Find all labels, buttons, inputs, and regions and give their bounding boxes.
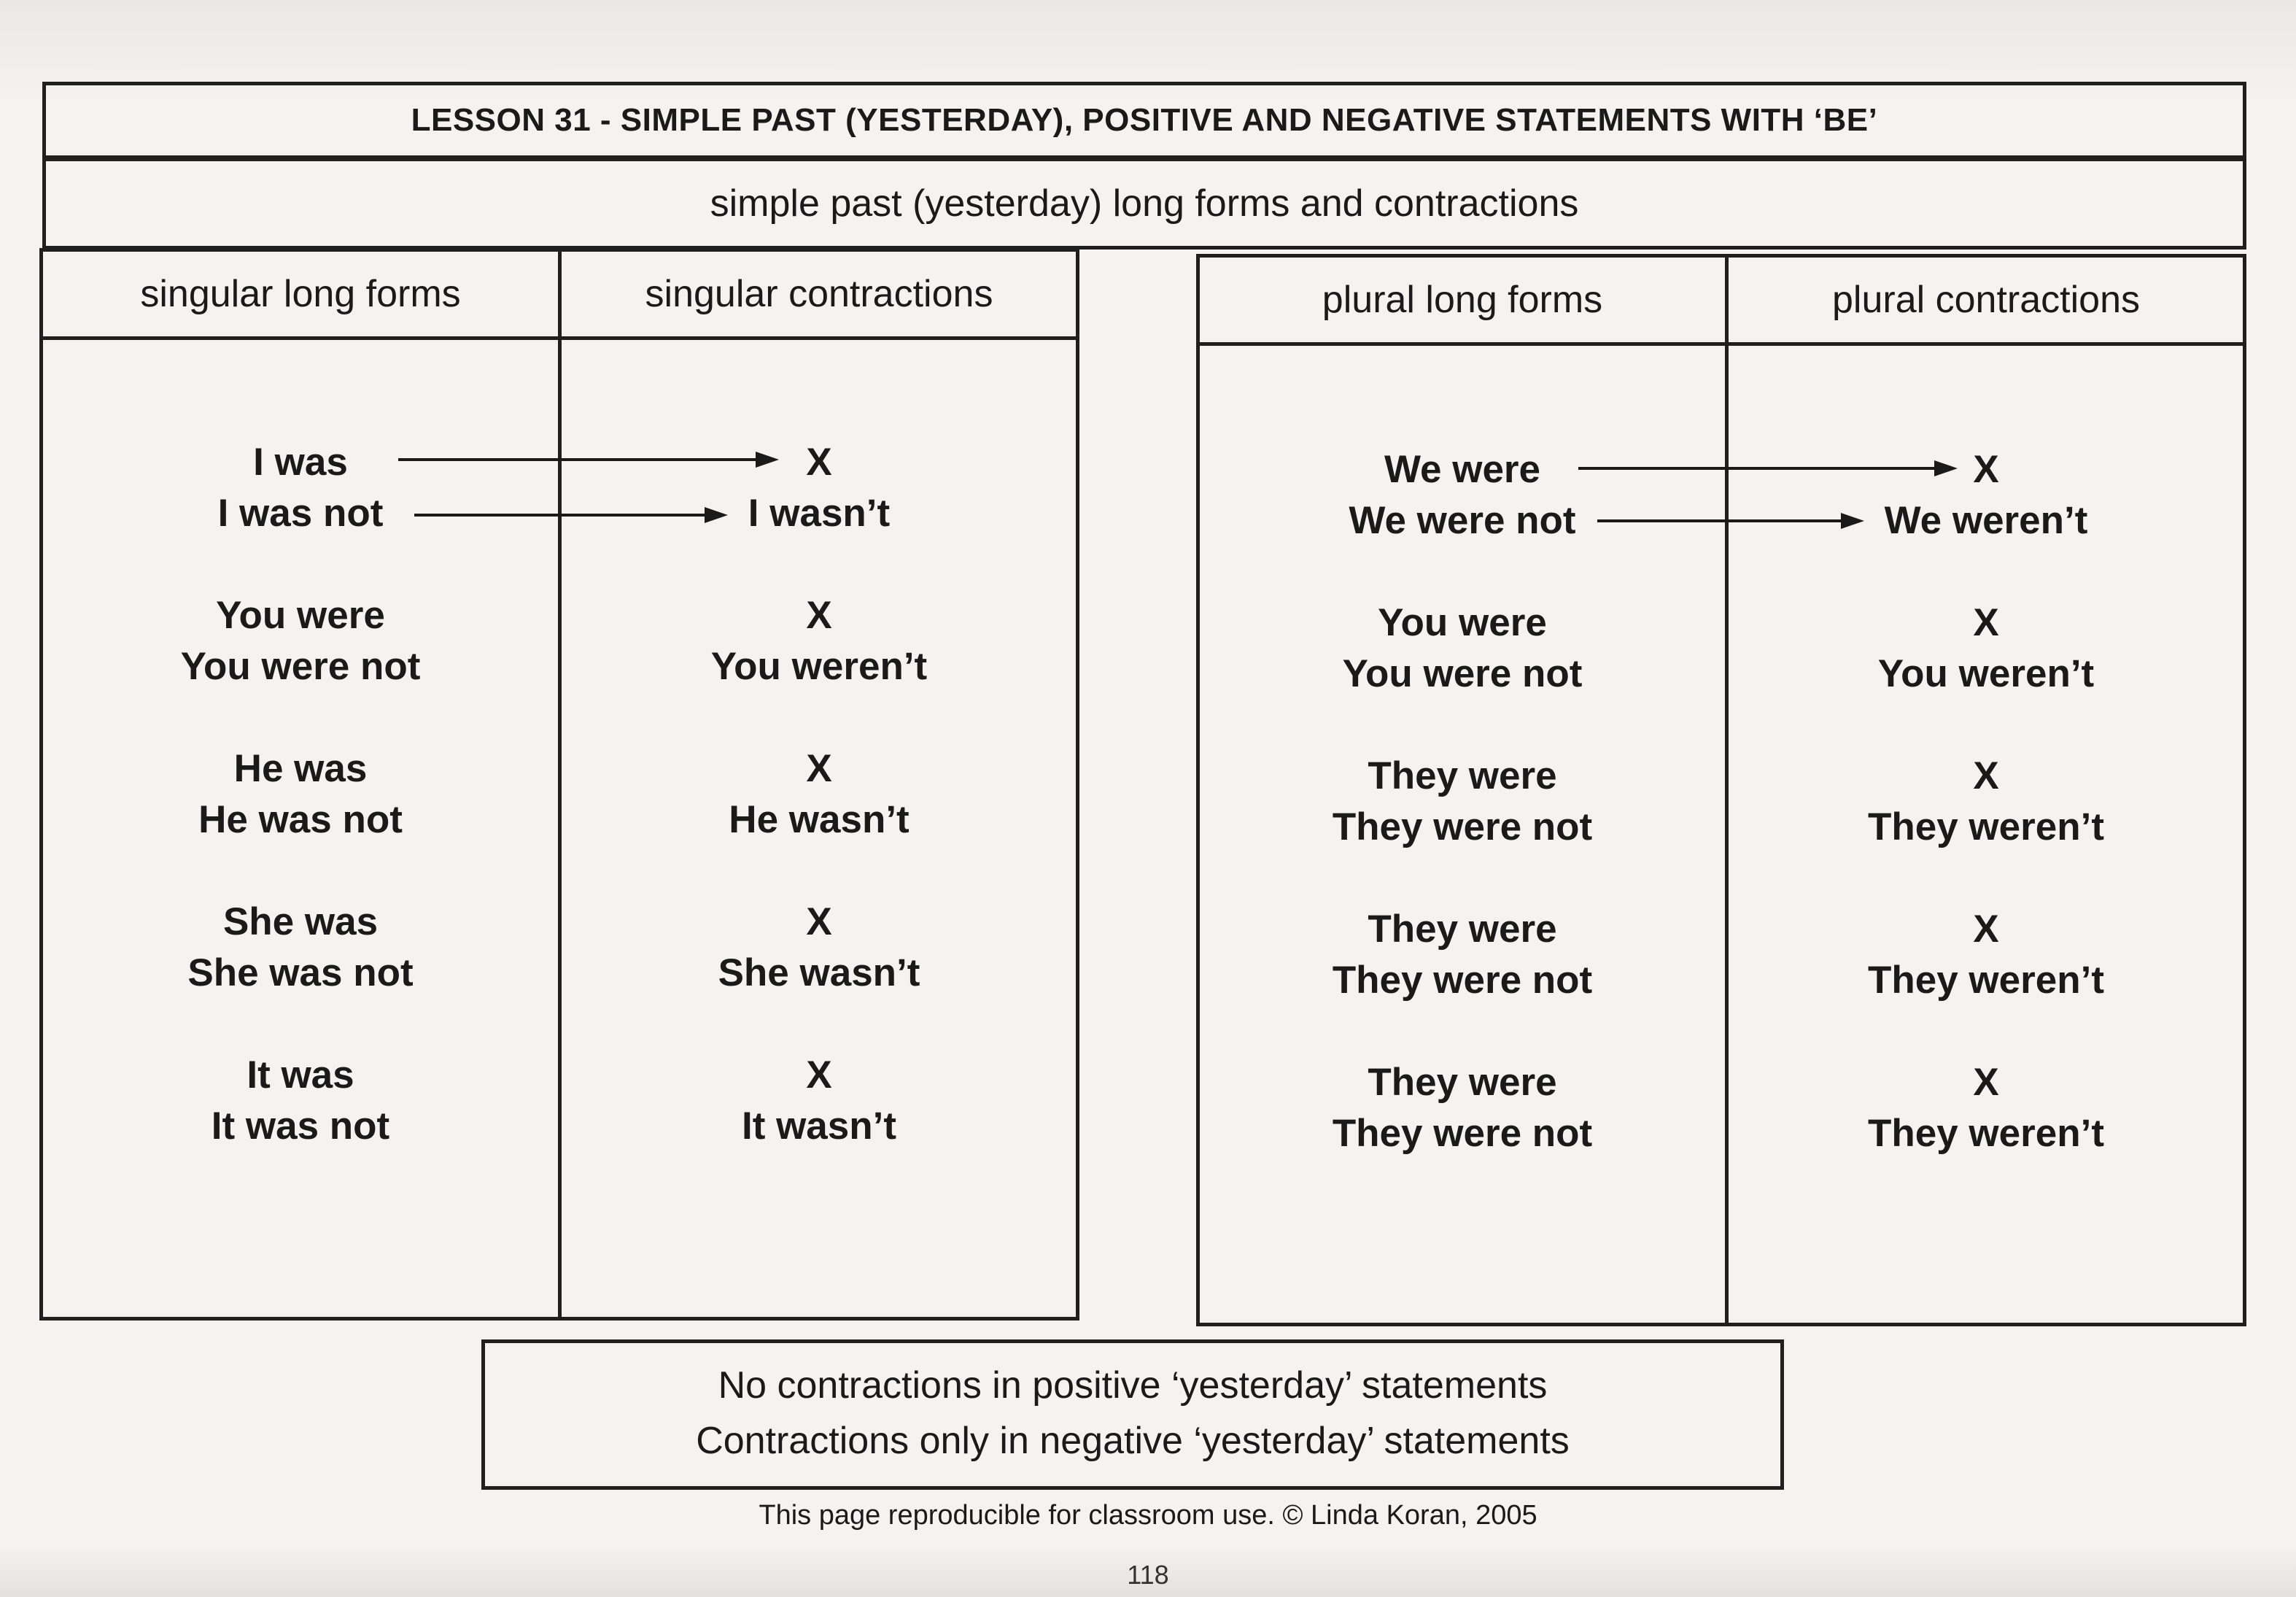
singular-long-you: You were You were not xyxy=(180,594,421,688)
note-text xyxy=(485,1358,1780,1469)
plural-contr-we: X We weren’t xyxy=(1884,448,2088,542)
plural-contr-they-3: X They weren’t xyxy=(1868,1061,2104,1155)
lesson-title: LESSON 31 - SIMPLE PAST (YESTERDAY), POSITIVE AND NEGATIVE STATEMENTS WITH ‘BE’ xyxy=(411,102,1878,138)
singular-contr-you: X You weren’t xyxy=(710,594,928,688)
singular-long-she: She was She was not xyxy=(187,900,414,994)
note-box xyxy=(481,1339,1784,1490)
plural-contr-they-1: X They weren’t xyxy=(1868,754,2104,848)
singular-header-rule xyxy=(43,336,1076,340)
header-plural-contractions: plural contractions xyxy=(1832,279,2140,321)
subtitle: simple past (yesterday) long forms and contractions xyxy=(710,182,1579,225)
singular-contr-i: X I wasn’t xyxy=(748,441,891,535)
header-singular-long-forms: singular long forms xyxy=(140,273,461,315)
plural-long-they-3: They were They were not xyxy=(1332,1061,1593,1155)
plural-long-we: We were We were not xyxy=(1349,448,1576,542)
singular-contr-he: X He wasn’t xyxy=(729,747,910,841)
singular-table xyxy=(39,248,1079,1320)
plural-long-they-1: They were They were not xyxy=(1332,754,1593,848)
header-plural-long-forms: plural long forms xyxy=(1322,279,1603,321)
singular-long-it: It was It was not xyxy=(211,1053,390,1148)
singular-contr-she: X She wasn’t xyxy=(718,900,920,994)
singular-long-he: He was He was not xyxy=(198,747,403,841)
plural-long-you: You were You were not xyxy=(1342,601,1583,695)
plural-table xyxy=(1196,254,2246,1326)
header-singular-contractions: singular contractions xyxy=(645,273,993,315)
copyright-footer: This page reproducible for classroom use. © Linda Koran, 2005 xyxy=(759,1500,1537,1531)
note-line-positive: No contractions in positive ‘yesterday’ statements xyxy=(718,1364,1548,1407)
plural-contr-you: X You weren’t xyxy=(1877,601,2095,695)
singular-long-i: I was I was not xyxy=(217,441,384,535)
note-line-negative: Contractions only in negative ‘yesterday’ statements xyxy=(696,1420,1570,1462)
plural-contr-they-2: X They weren’t xyxy=(1868,908,2104,1002)
singular-contr-it: X It wasn’t xyxy=(741,1053,897,1148)
subtitle-box xyxy=(42,158,2246,250)
plural-header-rule xyxy=(1200,342,2243,346)
plural-long-they-2: They were They were not xyxy=(1332,908,1593,1002)
page-number: 118 xyxy=(1127,1560,1169,1590)
lesson-title-box xyxy=(42,82,2246,159)
